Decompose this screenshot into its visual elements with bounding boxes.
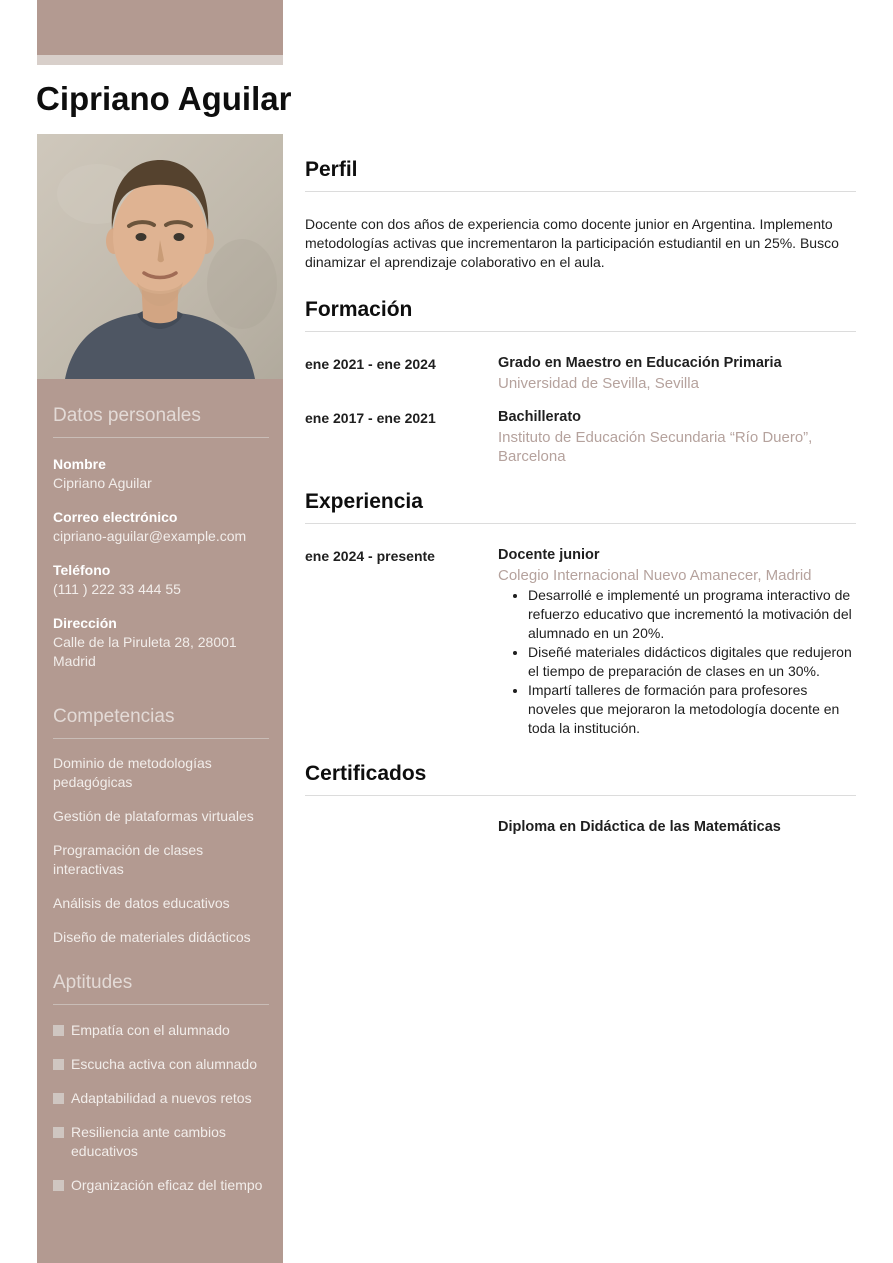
formacion-entries [305,354,856,467]
main-divider [305,523,856,524]
page-title: Cipriano Aguilar [36,80,292,117]
experience-bullet-list [498,586,856,738]
section-heading-formacion: Formación [305,298,413,321]
header-color-band [37,0,283,55]
list-item: Gestión de plataformas virtuales [53,808,254,824]
section-experiencia [305,489,856,739]
entry-body [498,354,856,394]
list-item-label: Resiliencia ante cambios educativos [71,1124,226,1159]
section-heading-experiencia: Experiencia [305,489,423,513]
list-item-label: Organización eficaz del tiempo [71,1177,263,1193]
section-formacion [305,297,856,467]
experience-entry [305,546,856,739]
entry-title: Grado en Maestro en Educación Primaria [498,355,782,371]
square-bullet-icon [53,1180,64,1191]
section-competencias [53,706,269,947]
square-bullet-icon [53,1127,64,1138]
experiencia-entries [305,546,856,739]
sidebar-content [37,379,283,1195]
field-value: Cipriano Aguilar [53,475,152,491]
education-entry [305,354,856,394]
list-item-label: Empatía con el alumnado [71,1022,230,1038]
section-heading-perfil: Perfil [305,158,358,181]
entry-subtitle: Instituto de Educación Secundaria “Río Duero”, Barcelona [498,428,813,465]
square-bullet-icon [53,1025,64,1036]
entry-date [305,818,498,837]
field-label: Dirección [53,615,117,631]
entry-date: ene 2024 - presente [305,547,435,564]
field-value: cipriano-aguilar@example.com [53,528,247,544]
main-divider [305,795,856,796]
entry-date: ene 2021 - ene 2024 [305,356,436,372]
sidebar-divider [53,1004,269,1005]
list-item: Dominio de metodologías pedagógicas [53,755,212,790]
list-item-label: Escucha activa con alumnado [71,1056,257,1072]
profile-summary: Docente con dos años de experiencia como docente junior en Argentina. Implemento metodologías activas que incrementaron la participación estudiantil en un 25%. Busco dinamizar el aprendizaje colaborativo en el aula. [305,216,839,270]
experience-bullet: • Desarrollé e implementé un programa interactivo de refuerzo educativo que incrementó la motivación del alumnado en un 20%. [528,586,856,643]
entry-title: Diploma en Didáctica de las Matemáticas [498,819,781,835]
field-label: Nombre [53,456,106,472]
field-label: Teléfono [53,562,111,578]
sidebar-divider [53,437,269,438]
field-telefono [53,561,269,599]
field-label: Correo electrónico [53,509,178,525]
list-item: Análisis de datos educativos [53,895,230,911]
section-perfil [305,157,856,272]
sidebar [37,134,283,1263]
experience-bullet: • Diseñé materiales didácticos digitales que redujeron el tiempo de preparación de clases en un 30%. [528,643,856,681]
field-nombre [53,455,269,493]
main-column [305,157,856,837]
header-color-band-strip [37,55,283,65]
list-item-label: Adaptabilidad a nuevos retos [71,1090,252,1106]
entry-subtitle: Colegio Internacional Nuevo Amanecer, Madrid [498,566,812,584]
field-direccion [53,614,269,671]
section-heading-competencias: Competencias [53,706,175,727]
square-bullet-icon [53,1093,64,1104]
square-bullet-icon [53,1059,64,1070]
list-item [53,1176,269,1195]
list-item [53,1123,269,1161]
certificate-entry [305,818,856,837]
profile-photo [37,134,283,379]
main-divider [305,331,856,332]
entry-date: ene 2017 - ene 2021 [305,409,436,426]
section-aptitudes [53,972,269,1195]
field-value: (111 ) 222 33 444 55 [53,581,181,597]
field-correo [53,508,269,546]
list-item [53,1089,269,1108]
entry-title: Bachillerato [498,408,581,425]
section-datos-personales [53,405,269,671]
aptitudes-list [53,1021,269,1195]
section-heading-datos-personales: Datos personales [53,405,201,426]
sidebar-divider [53,738,269,739]
personal-fields [53,455,269,671]
section-certificados [305,761,856,837]
experience-bullet: • Impartí talleres de formación para profesores noveles que mejoraron la metodología docente en toda la institución. [528,681,856,738]
list-item: Programación de clases interactivas [53,842,204,877]
entry-body [498,408,856,467]
competencias-list [53,754,269,947]
field-value: Calle de la Piruleta 28, 28001 Madrid [53,634,237,669]
list-item [53,1055,269,1074]
entry-subtitle: Universidad de Sevilla, Sevilla [498,375,699,392]
education-entry [305,408,856,467]
certificados-entries [305,818,856,837]
list-item [53,1021,269,1040]
entry-body [498,546,856,739]
main-divider [305,191,856,192]
entry-body [498,818,856,837]
section-heading-certificados: Certificados [305,762,427,785]
entry-title: Docente junior [498,546,600,563]
section-heading-aptitudes: Aptitudes [53,972,133,993]
list-item: Diseño de materiales didácticos [53,929,251,945]
